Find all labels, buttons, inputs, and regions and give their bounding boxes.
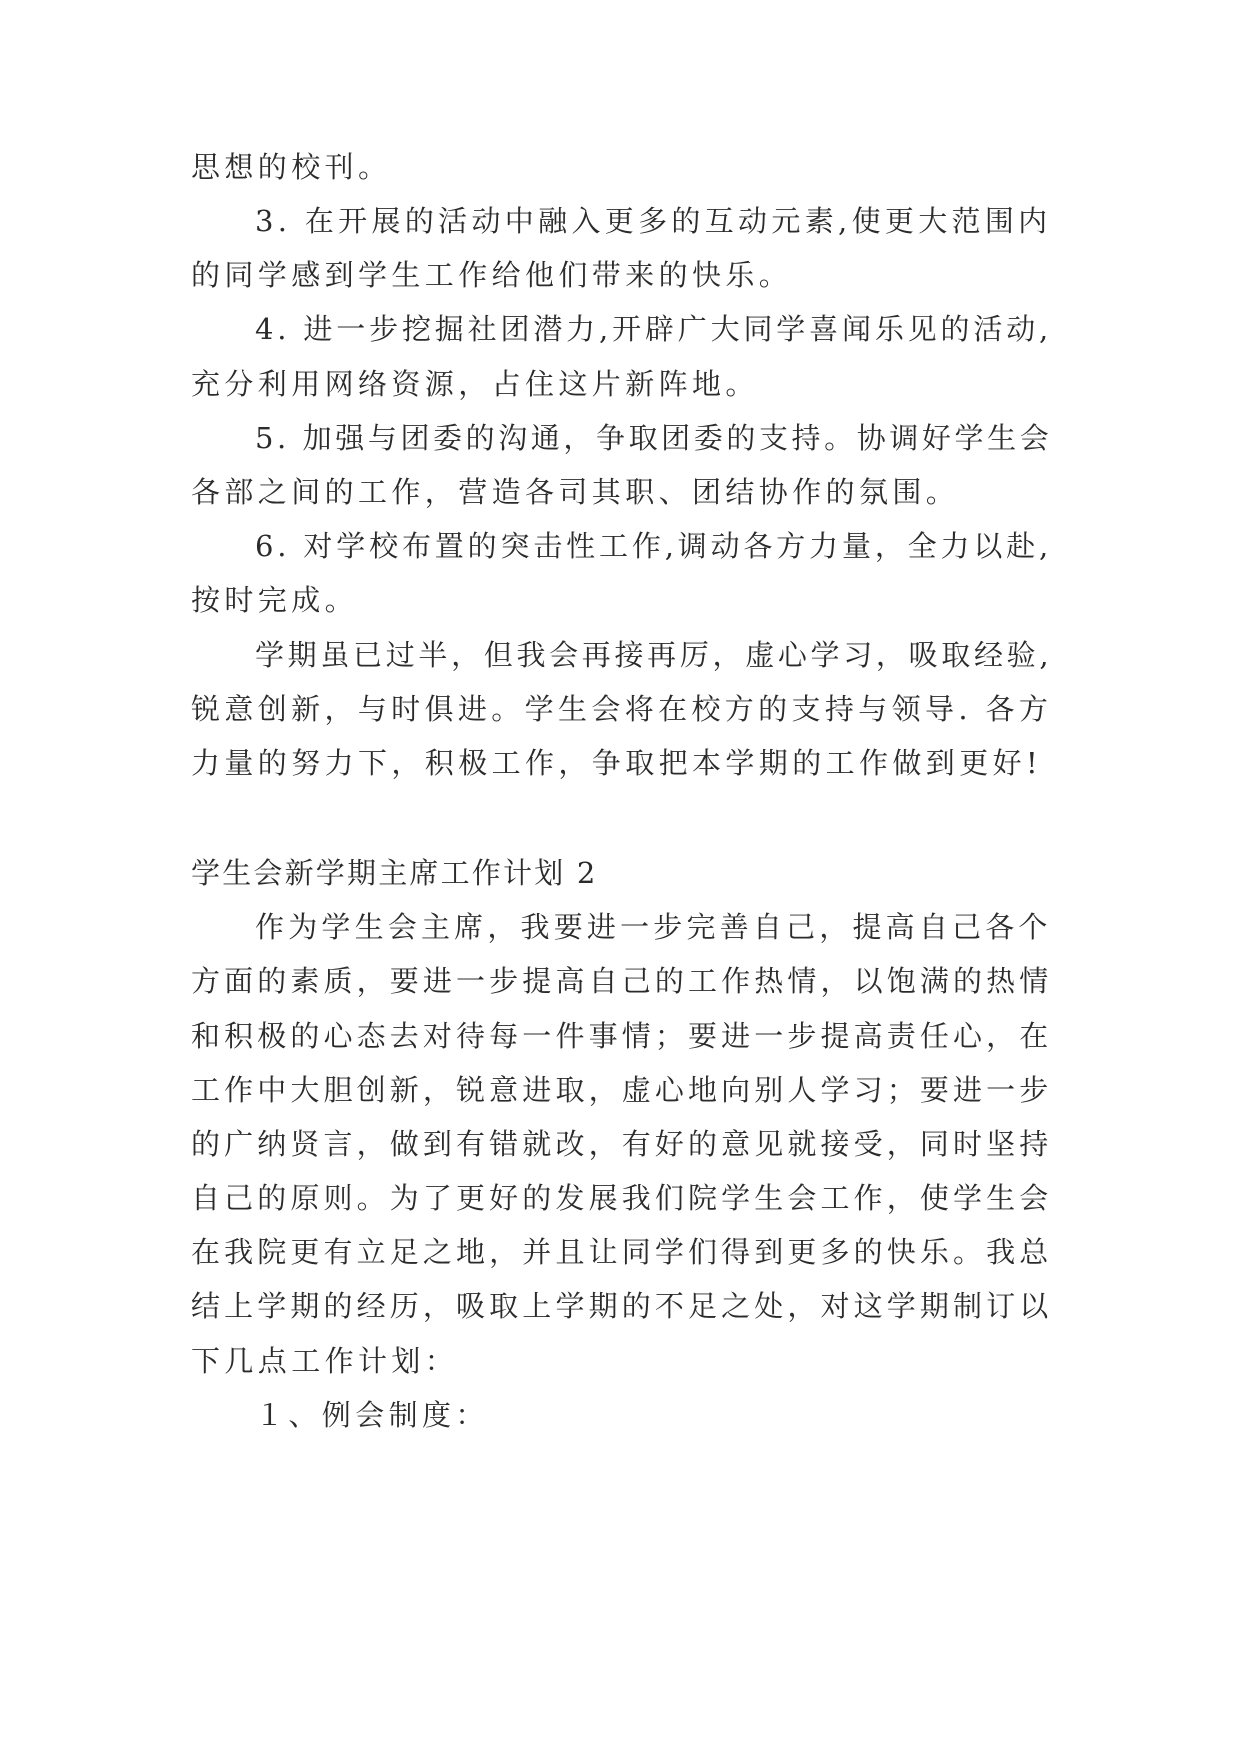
text-line: 力量的努力下，积极工作，争取把本学期的工作做到更好! (191, 746, 1043, 780)
text-line: 在我院更有立足之地，并且让同学们得到更多的快乐。我总 (191, 1235, 1053, 1269)
section-heading: 学生会新学期主席工作计划 2 (191, 856, 598, 890)
text-line: 思想的校刊。 (191, 150, 392, 184)
text-line: 各部之间的工作，营造各司其职、团结协作的氛围。 (191, 475, 960, 509)
text-line: 的广纳贤言，做到有错就改，有好的意见就接受，同时坚持 (191, 1127, 1053, 1161)
list-item-3: 3. 在开展的活动中融入更多的互动元素,使更大范围内 (255, 204, 1052, 238)
text-line: 下几点工作计划： (191, 1344, 459, 1378)
text-line: 方面的素质，要进一步提高自己的工作热情，以饱满的热情 (191, 964, 1053, 998)
text-line: 的同学感到学生工作给他们带来的快乐。 (191, 258, 793, 292)
text-line: 工作中大胆创新，锐意进取，虚心地向别人学习；要进一步 (191, 1073, 1053, 1107)
list-item-6: 6. 对学校布置的突击性工作,调动各方力量，全力以赴, (255, 529, 1053, 563)
text-line: 按时完成。 (191, 583, 359, 617)
list-item-4: 4. 进一步挖掘社团潜力,开辟广大同学喜闻乐见的活动, (255, 312, 1053, 346)
paragraph-start: 学期虽已过半，但我会再接再厉，虚心学习，吸取经验, (255, 638, 1053, 672)
text-line: 锐意创新，与时俱进。学生会将在校方的支持与领导. 各方 (191, 692, 1053, 726)
list-item-5: 5. 加强与团委的沟通，争取团委的支持。协调好学生会 (255, 421, 1053, 455)
text-line: 和积极的心态去对待每一件事情；要进一步提高责任心，在 (191, 1019, 1053, 1053)
text-line: 充分利用网络资源，占住这片新阵地。 (191, 367, 759, 401)
text-line: 自己的原则。为了更好的发展我们院学生会工作，使学生会 (191, 1181, 1053, 1215)
text-line: 结上学期的经历，吸取上学期的不足之处，对这学期制订以 (191, 1289, 1053, 1323)
list-item-1: １、例会制度： (255, 1398, 489, 1432)
paragraph-start: 作为学生会主席，我要进一步完善自己，提高自己各个 (255, 910, 1052, 944)
